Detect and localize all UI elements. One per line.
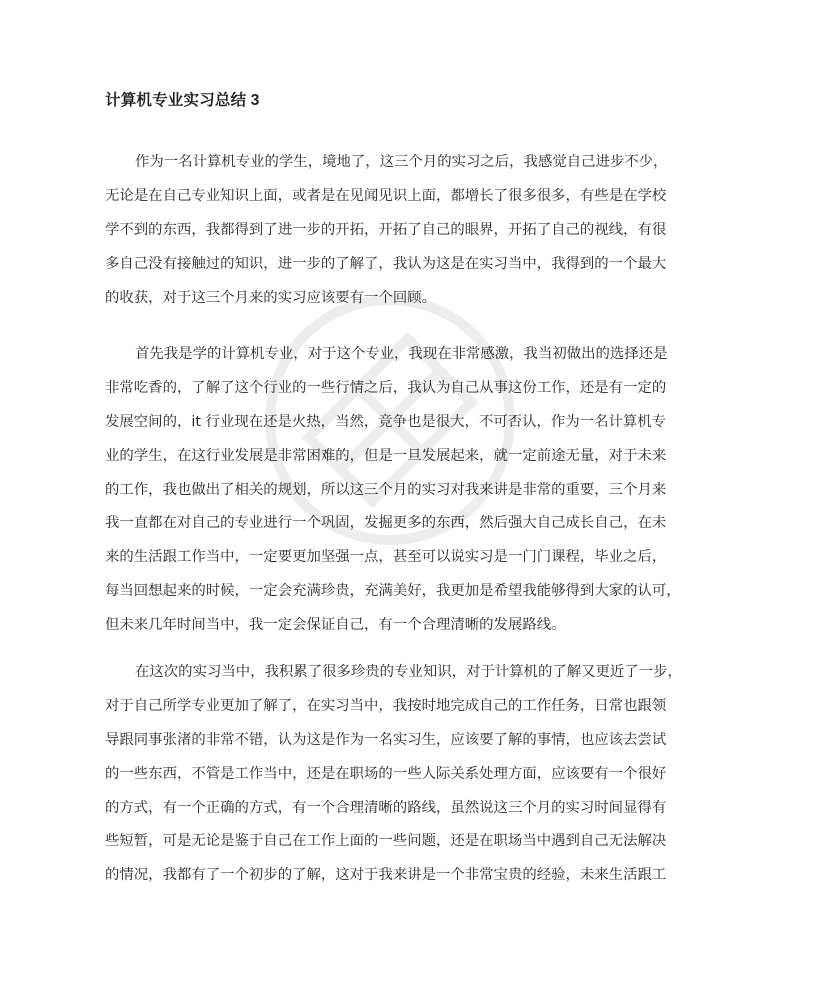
paragraph-line: 作为一名计算机专业的学生，境地了，这三个月的实习之后，我感觉自己进步不少， bbox=[135, 154, 668, 170]
paragraph-3 bbox=[105, 656, 725, 893]
paragraph-line: 无论是在自己专业知识上面，或者是在见闻见识上面，都增长了很多很多，有些是在学校 bbox=[105, 187, 667, 204]
paragraph-line: 非常吃香的，了解了这个行业的一些行情之后，我认为自己从事这份工作，还是有一定的 bbox=[105, 379, 667, 396]
paragraph-line: 首先我是学的计算机专业，对于这个专业，我现在非常感激，我当初做出的选择还是 bbox=[135, 346, 668, 362]
paragraph-line: 但未来几年时间当中，我一定会保证自己，有一个合理清晰的发展路线。 bbox=[105, 617, 566, 634]
paragraph-line: 的方式，有一个正确的方式，有一个合理清晰的路线，虽然说这三个月的实习时间显得有 bbox=[105, 799, 667, 816]
paragraph-line: 在这次的实习当中，我积累了很多珍贵的专业知识，对于计算机的了解又更近了一步， bbox=[135, 664, 682, 680]
paragraph-line: 多自己没有接触过的知识，进一步的了解了，我认为这是在实习当中，我得到的一个最大 bbox=[105, 255, 667, 272]
paragraph-line: 来的生活跟工作当中，一定要更加坚强一点，甚至可以说实习是一门门课程，毕业之后， bbox=[105, 549, 667, 566]
paragraph-line: 的工作，我也做出了相关的规划，所以这三个月的实习对我来讲是非常的重要，三个月来 bbox=[105, 481, 667, 498]
paragraph-line: 学不到的东西，我都得到了进一步的开拓，开拓了自己的眼界，开拓了自己的视线，有很 bbox=[105, 221, 667, 238]
paragraph-line: 的收获，对于这三个月来的实习应该要有一个回顾。 bbox=[105, 289, 436, 306]
paragraph-line: 业的学生，在这行业发展是非常困难的，但是一旦发展起来，就一定前途无量，对于未来 bbox=[105, 447, 667, 464]
paragraph-line: 的一些东西，不管是工作当中，还是在职场的一些人际关系处理方面，应该要有一个很好 bbox=[105, 765, 667, 782]
paragraph-1 bbox=[105, 146, 725, 315]
paragraph-line: 导跟同事张渚的非常不错，认为这是作为一名实习生，应该要了解的事情，也应该去尝试 bbox=[105, 731, 667, 748]
paragraph-line: 些短暂，可是无论是鉴于自己在工作上面的一些问题，还是在职场当中遇到自己无法解决 bbox=[105, 833, 667, 850]
document-title: 计算机专业实习总结 3 bbox=[105, 92, 260, 109]
paragraph-line: 的情况，我都有了一个初步的了解，这对于我来讲是一个非常宝贵的经验，未来生活跟工 bbox=[105, 867, 667, 884]
paragraph-line: 对于自己所学专业更加了解了，在实习当中，我按时地完成自己的工作任务，日常也跟领 bbox=[105, 697, 667, 714]
paragraph-line: 发展空间的，it 行业现在还是火热，当然，竞争也是很大，不可否认，作为一名计算机专 bbox=[105, 413, 667, 430]
paragraph-2 bbox=[105, 338, 725, 643]
paragraph-line: 我一直都在对自己的专业进行一个巩固，发掘更多的东西，然后强大自己成长自己，在未 bbox=[105, 515, 667, 532]
paragraph-line: 每当回想起来的时候，一定会充满珍贵，充满美好，我更加是希望我能够得到大家的认可， bbox=[105, 583, 681, 600]
